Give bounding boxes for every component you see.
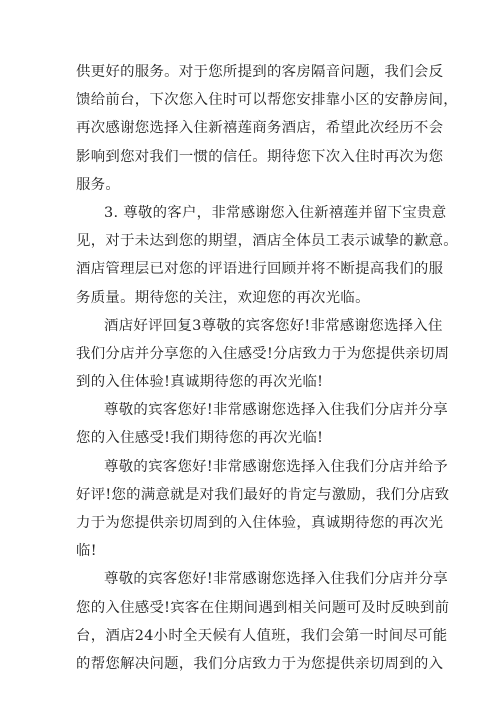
text-line: 再次感谢您选择入住新禧莲商务酒店，希望此次经历不会 — [76, 120, 444, 137]
paragraph-start: 尊敬的宾客您好!非常感谢您选择入住我们分店并分享 — [104, 571, 448, 588]
paragraph-start: 尊敬的宾客您好!非常感谢您选择入住我们分店并给予 — [104, 458, 448, 475]
paragraph-start: 酒店好评回复3尊敬的宾客您好!非常感谢您选择入住 — [104, 317, 443, 334]
text-line: 我们分店并分享您的入住感受!分店致力于为您提供亲切周 — [76, 345, 450, 362]
text-line: 供更好的服务。对于您所提到的客房隔音问题，我们会反 — [76, 64, 444, 80]
text-line: 您的入住感受!宾客在住期间遇到相关问题可及时反映到前 — [76, 599, 450, 616]
text-line: 务质量。期待您的关注，欢迎您的再次光临。 — [76, 289, 370, 306]
text-line: 服务。 — [76, 176, 121, 193]
text-line: 影响到您对我们一惯的信任。期待您下次入住时再次为您 — [76, 148, 444, 165]
numbered-paragraph-start: 3. 尊敬的客户，非常感谢您入住新禧莲并留下宝贵意 — [104, 204, 447, 221]
text-line: 见，对于未达到您的期望，酒店全体员工表示诚挚的歉意。 — [76, 233, 458, 250]
text-line: 好评!您的满意就是对我们最好的肯定与激励，我们分店致 — [76, 486, 450, 503]
paragraph-start: 尊敬的宾客您好!非常感谢您选择入住我们分店并分享 — [104, 402, 448, 419]
text-line: 馈给前台，下次您入住时可以帮您安排靠小区的安静房间， — [76, 92, 458, 109]
text-line: 到的入住体验!真诚期待您的再次光临! — [76, 374, 324, 391]
text-line: 酒店管理层已对您的评语进行回顾并将不断提高我们的服 — [76, 261, 444, 278]
text-line: 台，酒店24小时全天候有人值班，我们会第一时间尽可能 — [76, 627, 448, 644]
text-line: 的帮您解决问题，我们分店致力于为您提供亲切周到的入 — [76, 655, 444, 672]
text-line: 您的入住感受!我们期待您的再次光临! — [76, 430, 324, 447]
document-body — [76, 58, 458, 678]
text-line: 临! — [76, 543, 97, 560]
text-line: 力于为您提供亲切周到的入住体验，真诚期待您的再次光 — [76, 515, 444, 531]
